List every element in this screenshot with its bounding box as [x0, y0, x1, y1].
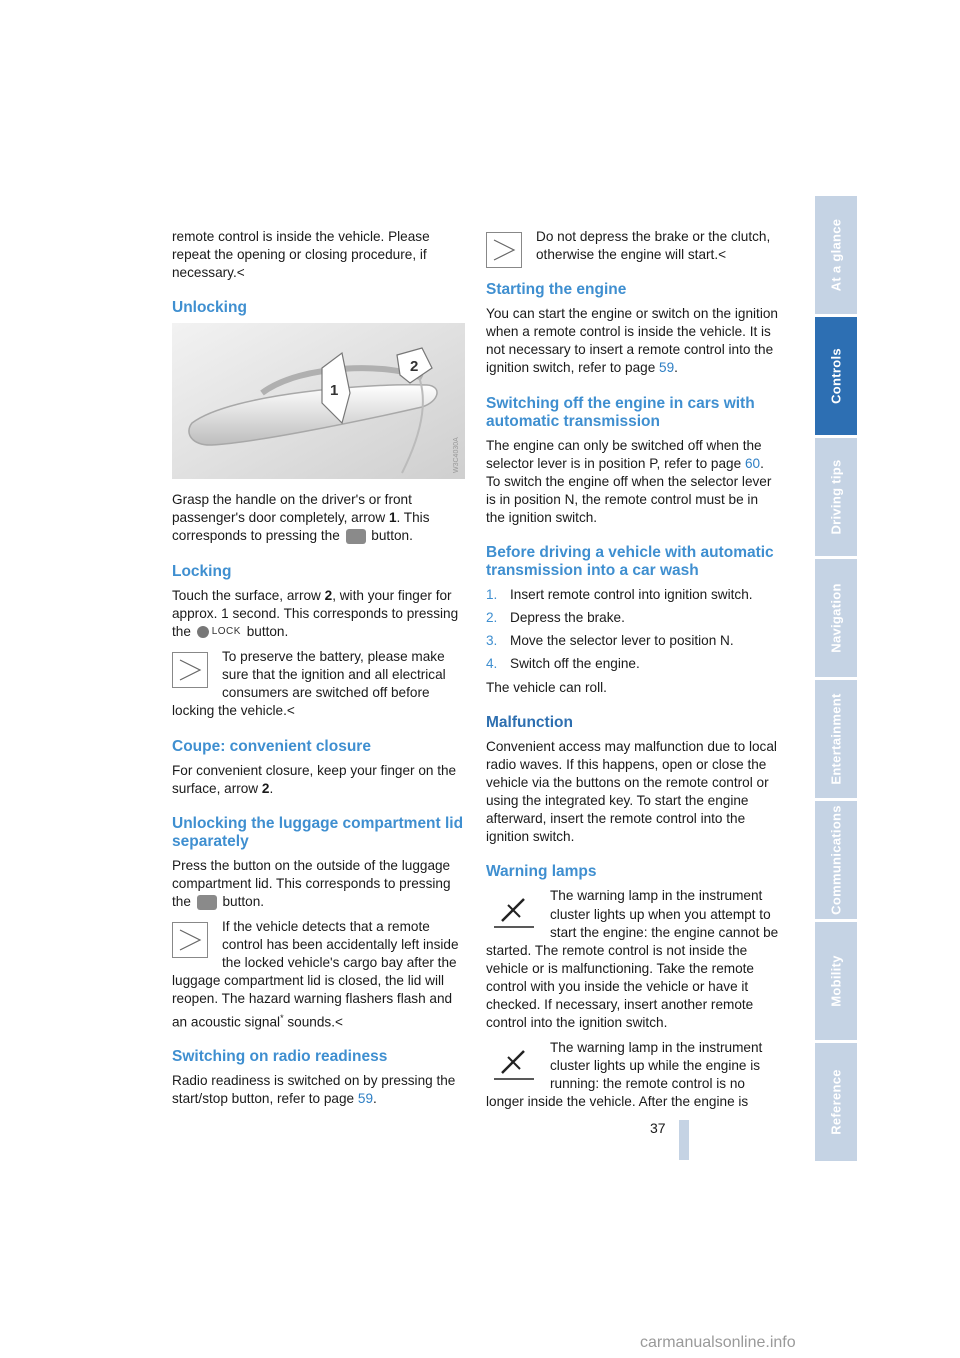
unlock-button-icon [346, 529, 366, 544]
switch-off-heading: Switching off the engine in cars with automatic transmission [486, 394, 755, 430]
luggage-note: If the vehicle detects that a remote control has been accidentally left inside the locked vehicle's cargo bay after the luggage compartment lid is closed, the lid will reopen. The hazard warning flashers flash and an acoustic signal* sounds.< [172, 919, 459, 1030]
car-wash-steps [486, 586, 779, 673]
luggage-paragraph: Press the button on the outside of the luggage compartment lid. This corresponds to pressing the button. [172, 857, 451, 909]
tab-communications[interactable]: Communications [815, 801, 857, 919]
arrow-1-label: 1 [330, 382, 339, 400]
warning-lamps-heading: Warning lamps [486, 863, 597, 881]
tab-navigation[interactable]: Navigation [815, 559, 857, 677]
lock-button-icon: LOCK [197, 623, 241, 641]
malfunction-heading: Malfunction [486, 713, 573, 731]
trunk-button-icon [197, 895, 217, 910]
note-arrow-icon [172, 652, 208, 688]
warning-lamp-2: The warning lamp in the instrument cluster lights up while the engine is running: the remote control is no longer inside the vehicle. After the engine is [486, 1040, 763, 1110]
car-wash-after: The vehicle can roll. [486, 679, 607, 695]
tab-driving-tips[interactable]: Driving tips [815, 438, 857, 556]
arrow-2-label: 2 [410, 358, 419, 376]
left-column [172, 228, 464, 1115]
radio-heading: Switching on radio readiness [172, 1048, 388, 1066]
luggage-heading: Unlocking the luggage compartment lid separately [172, 814, 464, 850]
start-paragraph: You can start the engine or switch on the ignition when a remote control is inside the vehicle. It is not necessary to insert a remote control into the ignition switch, refer to page 59. [486, 306, 778, 376]
key-warning-icon [490, 891, 538, 933]
tab-reference[interactable]: Reference [815, 1043, 857, 1161]
list-item: 3. Move the selector lever to position N. [486, 632, 734, 648]
page-link-59[interactable]: 59 [357, 1091, 374, 1107]
unlocking-heading: Unlocking [172, 299, 247, 317]
door-handle-image [172, 323, 465, 479]
chapter-sidebar [815, 196, 857, 1164]
malfunction-paragraph: Convenient access may malfunction due to local radio waves. If this happens, open or close the vehicle via the buttons on the remote control or using the integrated key. To start the engine afterward, insert the remote control into the ignition switch. [486, 738, 777, 845]
key-warning-icon [490, 1043, 538, 1085]
locking-heading: Locking [172, 562, 232, 580]
list-item: 2. Depress the brake. [486, 609, 625, 625]
intro-paragraph: remote control is inside the vehicle. Please repeat the opening or closing procedure, if necessary.< [172, 229, 430, 281]
car-wash-heading: Before driving a vehicle with automatic transmission into a car wash [486, 544, 774, 580]
page-marker-bar [679, 1120, 689, 1160]
note-arrow-icon [172, 922, 208, 958]
start-heading: Starting the engine [486, 281, 627, 299]
locking-paragraph: Touch the surface, arrow 2, with your finger for approx. 1 second. This corresponds to pressing the LOCK button. [172, 587, 464, 642]
page-link-60[interactable]: 60 [744, 455, 761, 471]
unlocking-paragraph: Grasp the handle on the driver's or front passenger's door completely, arrow 1. This corresponds to pressing the button. [172, 492, 430, 544]
page-number: 37 [650, 1120, 666, 1136]
right-column [486, 228, 779, 1119]
list-item: 1. Insert remote control into ignition switch. [486, 587, 753, 603]
tab-mobility[interactable]: Mobility [815, 922, 857, 1040]
list-item: 4. Switch off the engine. [486, 655, 640, 671]
tab-entertainment[interactable]: Entertainment [815, 680, 857, 798]
switch-off-paragraph: The engine can only be switched off when the selector lever is in position P, refer to page 60. To switch the engine off when the selector lever is in position N, the remote control must be in the ignition switch. [486, 437, 772, 525]
locking-note: To preserve the battery, please make sure that the ignition and all electrical consumers are switched off before locking the vehicle.< [172, 649, 446, 719]
warning-lamp-1: The warning lamp in the instrument cluster lights up when you attempt to start the engine: the engine cannot be started. The remote control is not inside the vehicle or is malfunctioning. Take the remote control with you inside the vehicle or have it checked. If necessary, insert another remote control into the ignition switch. [486, 888, 779, 1031]
coupe-paragraph: For convenient closure, keep your finger on the surface, arrow 2. [172, 762, 457, 796]
top-note: Do not depress the brake or the clutch, otherwise the engine will start.< [486, 228, 779, 264]
tab-at-a-glance[interactable]: At a glance [815, 196, 857, 314]
page-link-59[interactable]: 59 [659, 360, 675, 376]
coupe-heading: Coupe: convenient closure [172, 737, 371, 755]
footer-watermark: carmanualsonline.info [640, 1334, 796, 1351]
figure-code: W3C4030A [453, 437, 460, 474]
note-arrow-icon [486, 232, 522, 268]
radio-paragraph: Radio readiness is switched on by pressing the start/stop button, refer to page 59. [172, 1073, 456, 1107]
tab-controls[interactable]: Controls [815, 317, 857, 435]
